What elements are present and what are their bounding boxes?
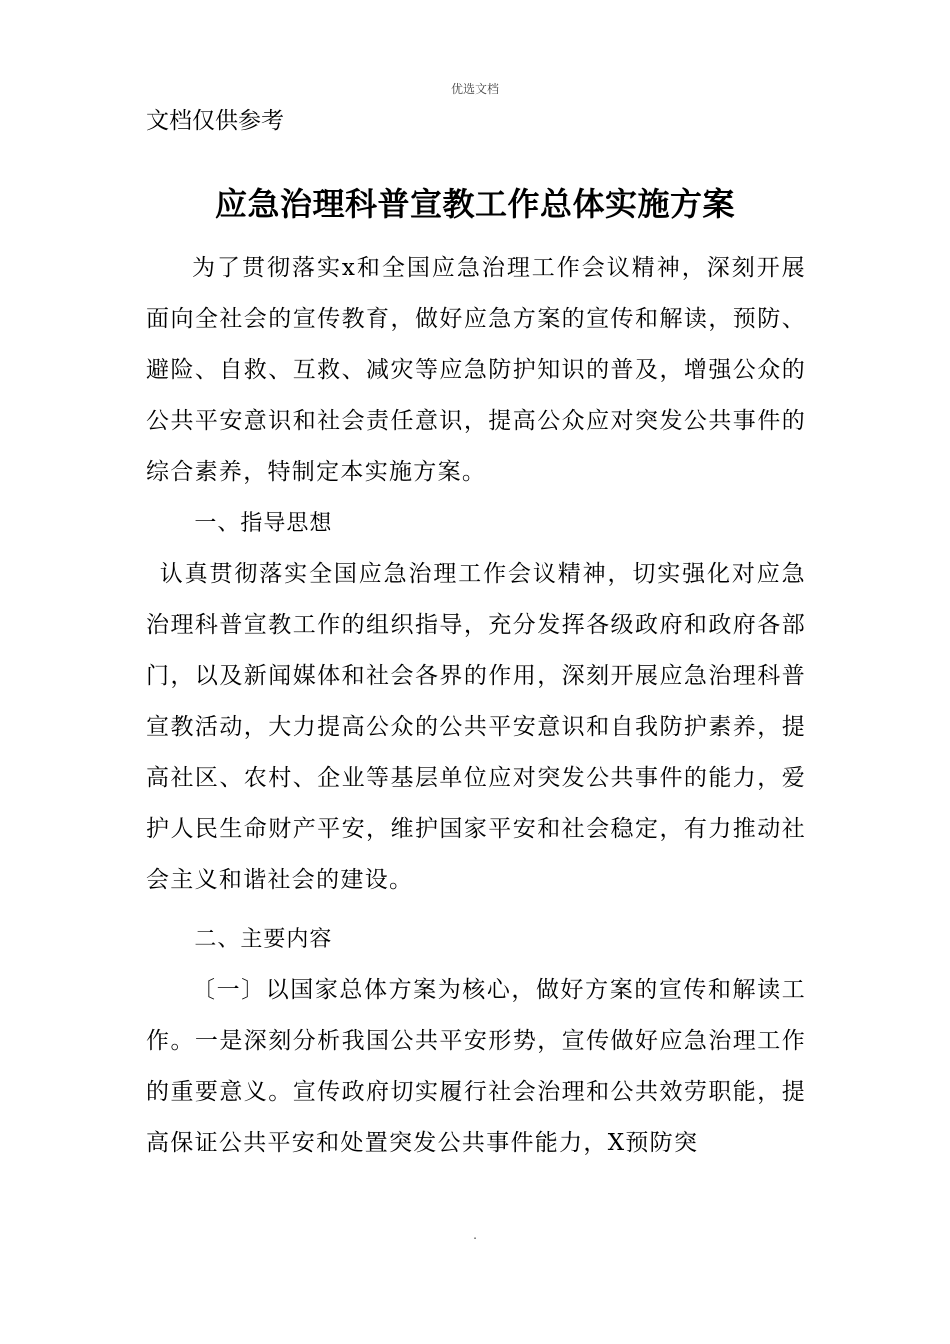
section-heading-guiding-thought: 一、指导思想 [194, 511, 333, 536]
page-footer: . [473, 1228, 477, 1242]
document-body [146, 243, 806, 1169]
reference-note: 文档仅供参考 [146, 108, 284, 134]
document-title: 应急治理科普宣教工作总体实施方案 [214, 185, 735, 223]
intro-paragraph: 为了贯彻落实x和全国应急治理工作会议精神，深刻开展面向全社会的宣传教育，做好应急方案的宣传和解读，预防、避险、自救、互救、减灾等应急防护知识的普及，增强公众的公共平安意识和社会责任意识，提高公众应对突发公共事件的综合素养，特制定本实施方案。 [146, 255, 806, 485]
section-heading-main-content: 二、主要内容 [194, 927, 333, 952]
guiding-thought-paragraph: 认真贯彻落实全国应急治理工作会议精神，切实强化对应急治理科普宣教工作的组织指导，充分发挥各级政府和政府各部门，以及新闻媒体和社会各界的作用，深刻开展应急治理科普宣教活动，大力提高公众的公共平安意识和自我防护素养，提高社区、农村、企业等基层单位应对突发公共事件的能力，爱护人民生命财产平安，维护国家平安和社会稳定，有力推动社会主义和谐社会的建设。 [146, 561, 806, 893]
main-content-paragraph: 〔一〕以国家总体方案为核心，做好方案的宣传和解读工作。一是深刻分析我国公共平安形势，宣传做好应急治理工作的重要意义。宣传政府切实履行社会治理和公共效劳职能，提高保证公共平安和处置突发公共事件能力，X预防突 [146, 977, 806, 1156]
page-header: 优选文档 [450, 82, 499, 96]
